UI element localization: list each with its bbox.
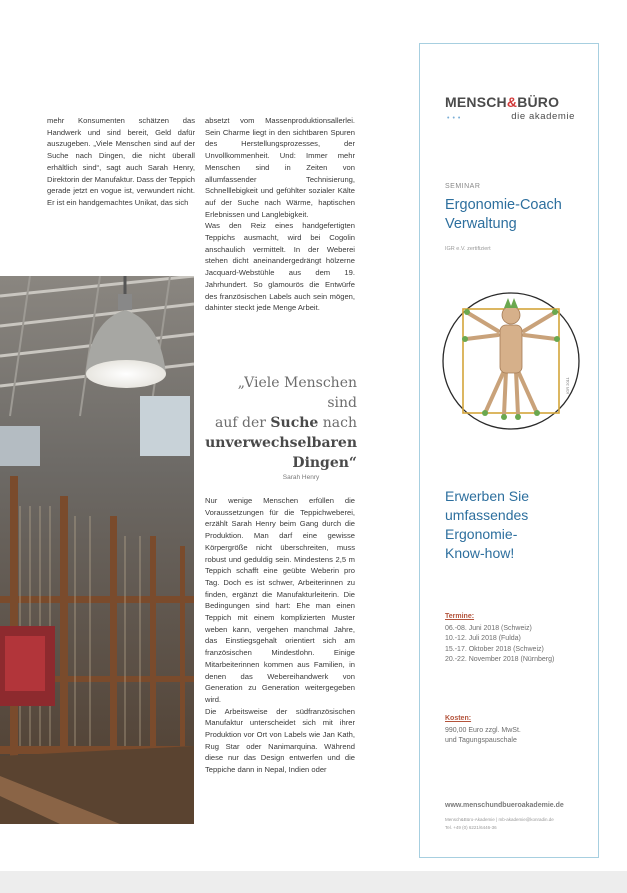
article-paragraph: Was den Reiz eines handgefertigten Teppichs ausmacht, wird bei Cogolin anschaulich vermittelt. In der Weberei stehen dicht aneinandergedrängt hölzerne Jacquard-Webstühle aus dem 19. Jahrhundert. So glamourös die Entwürfe des französischen Labels auch sein mögen, dahinter steckt jede Menge Arbeit. bbox=[205, 221, 355, 313]
contact-info bbox=[445, 816, 554, 832]
article-paragraph: mehr Konsumenten schätzen das Handwerk und sind bereit, Geld dafür auszugeben. „Viele Menschen sind auf der Suche nach Dingen, die nicht überall erhältlich sind“, sagt auch Sarah Henry, Direktorin der Manufaktur. Dass der Teppich gerade jetzt en vogue ist, verwundert nicht. Er ist ein handgemachtes Unikat, das sich bbox=[47, 116, 196, 207]
pull-quote bbox=[205, 373, 357, 483]
quote-line: „Viele Menschen sind bbox=[237, 375, 357, 411]
logo-dots-icon: ••• bbox=[447, 115, 464, 122]
article-column-1 bbox=[47, 115, 195, 209]
seminar-title bbox=[445, 196, 595, 234]
termin-item: 06.-08. Juni 2018 (Schweiz) bbox=[445, 625, 532, 632]
seminar-label: SEMINAR bbox=[445, 183, 481, 190]
website-link[interactable]: www.menschundbueroakademie.de bbox=[445, 802, 564, 809]
weaving-workshop-photo bbox=[0, 276, 194, 824]
quote-text: auf der bbox=[215, 415, 271, 431]
quote-author: Sarah Henry bbox=[282, 474, 320, 481]
certification-note: IGR e.V. zertifiziert bbox=[445, 246, 491, 252]
quote-text: nach bbox=[318, 415, 357, 431]
logo-word: MENSCH bbox=[445, 94, 507, 110]
quote-line bbox=[205, 413, 357, 433]
quote-emphasis: Suche bbox=[270, 415, 319, 431]
illustration-label: IGR 2011 bbox=[565, 377, 570, 394]
termine-list bbox=[445, 624, 595, 666]
article-column-2 bbox=[205, 115, 355, 314]
seminar-advertisement bbox=[419, 43, 599, 858]
logo-word: BÜRO bbox=[517, 94, 560, 110]
article-paragraph: Nur wenige Menschen erfüllen die Voraussetzungen für die Teppichweberei, erzählt Sarah Henry beim Gang durch die Produktion. Man darf eine gewisse Körpergröße nicht überschreiten, muss robust und geduldig sein. Mindestens 2,5 m Teppich schafft eine geübte Weberin pro Tag. Doch es ist schwer, Arbeiterinnen zu finden, ergänzt die Manufakturleiterin. Die Bedingungen sind hart: Ehe man einen Teppich mit einem komplizierten Muster weben kann, vergehen manchmal Jahre, das Einstiegsgehalt orientiert sich am französischen Mindestlohn. Einige Mitarbeiterinnen kommen aus Familien, in denen das Webereihandwerk von Generation zu Generation weitergegeben wird. bbox=[205, 496, 355, 704]
logo-subtitle: die akademie bbox=[511, 111, 575, 122]
termine-label: Termine: bbox=[445, 613, 475, 620]
logo-title bbox=[445, 94, 575, 110]
seminar-title-line: Verwaltung bbox=[445, 216, 517, 232]
contact-line: Mensch&Büro-Akademie | mb-akademie@konradin.de bbox=[445, 817, 554, 822]
article-paragraph: absetzt vom Massenproduktionsallerlei. Sein Charme liegt in den sichtbaren Spuren des Herstellungsprozesses, der Unvollkommenheit. Und: Immer mehr Menschen sind in Zeiten von allumfassender Technisierung, Schnelllebigkeit und gefühlter sozialer Kälte auf der Suche nach Wärme, haptischen Erlebnissen und Langlebigkeit. bbox=[205, 116, 355, 219]
cta-line: Ergonomie- bbox=[445, 526, 518, 542]
quote-emphasis: unverwechselbaren bbox=[205, 435, 357, 451]
cta-line: Know-how! bbox=[445, 545, 515, 561]
kosten-label: Kosten: bbox=[445, 715, 472, 722]
quote-line bbox=[205, 433, 357, 453]
seminar-title-line: Ergonomie-Coach bbox=[445, 197, 562, 213]
quote-line bbox=[205, 453, 357, 473]
kosten-line: und Tagungspauschale bbox=[445, 737, 517, 745]
kosten-text bbox=[445, 726, 595, 747]
termin-item: 15.-17. Oktober 2018 (Schweiz) bbox=[445, 645, 544, 653]
quote-emphasis: Dingen“ bbox=[292, 455, 357, 471]
kosten-line: 990,00 Euro zzgl. MwSt. bbox=[445, 727, 521, 734]
article-column-3 bbox=[205, 495, 355, 776]
mensch-buero-logo bbox=[445, 94, 575, 122]
article-paragraph: Die Arbeitsweise der südfranzösischen Manufaktur unterscheidet sich mit ihrer Produktion vor Ort von Labels wie Jan Kath, Rug Star oder Nanimarquina. Während diese nur das Design entwerfen und die Teppiche dann in Nepal, Indien oder bbox=[205, 706, 355, 775]
cta-line: Erwerben Sie bbox=[445, 488, 530, 504]
termin-item: 20.-22. November 2018 (Nürnberg) bbox=[445, 656, 555, 664]
call-to-action bbox=[445, 487, 585, 563]
contact-line: Tel. +49 (0) 6221/6446-36 bbox=[445, 825, 497, 830]
vitruvian-figure-illustration bbox=[438, 289, 584, 431]
logo-ampersand: & bbox=[506, 94, 518, 110]
termin-item: 10.-12. Juli 2018 (Fulda) bbox=[445, 635, 521, 643]
page-bottom-band bbox=[0, 871, 627, 893]
cta-line: umfassendes bbox=[445, 507, 529, 523]
